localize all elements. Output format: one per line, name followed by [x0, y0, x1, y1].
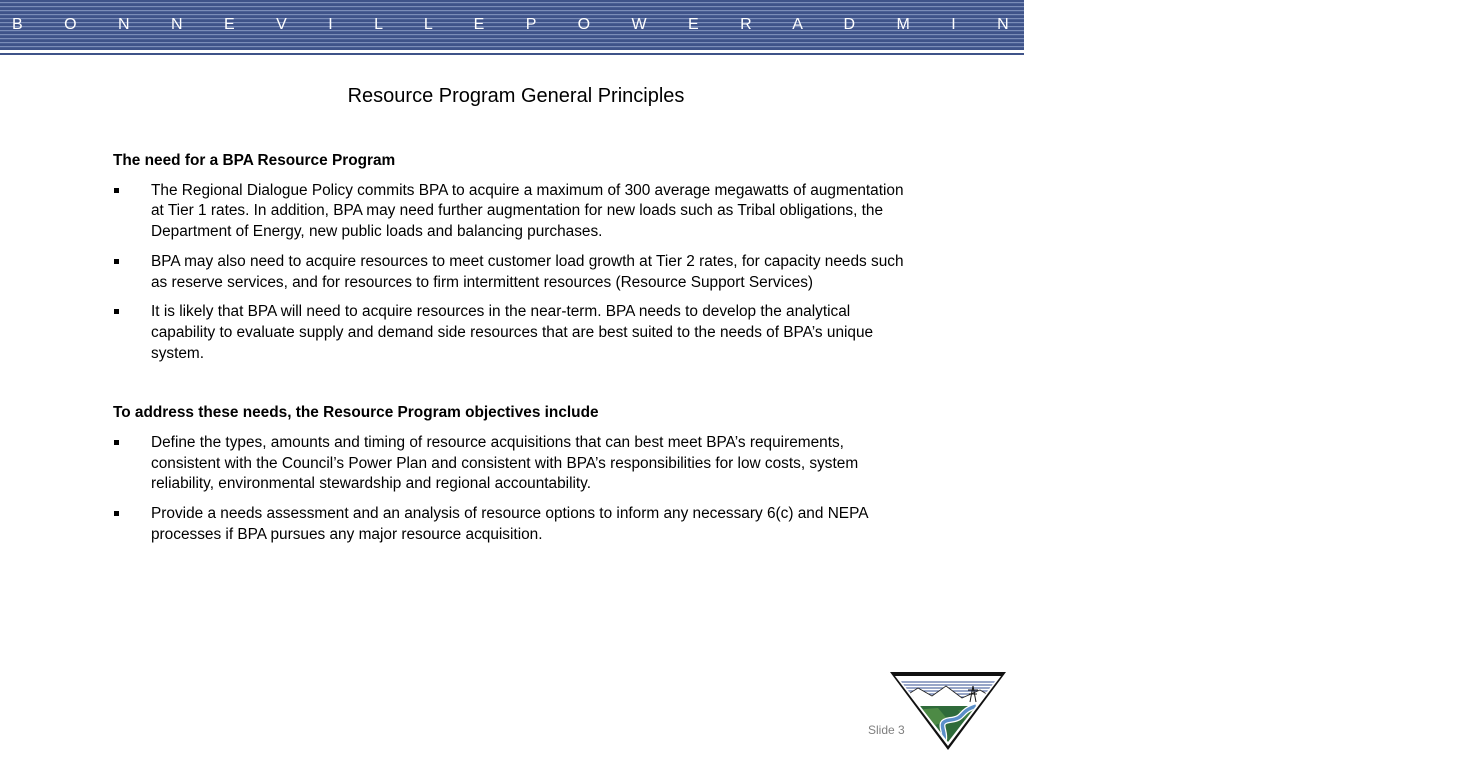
header-divider — [0, 53, 1024, 55]
section-objectives — [113, 403, 913, 545]
bullet-list — [113, 433, 913, 546]
header-band — [0, 0, 1483, 50]
bullet-text: BPA may also need to acquire resources to meet customer load growth at Tier 2 rates, for capacity needs such as reserve services, and for resources to firm intermittent resources (Resource Support Services) — [151, 252, 904, 291]
section-need — [113, 151, 913, 364]
list-item — [113, 252, 913, 293]
square-bullet-icon — [114, 309, 119, 314]
list-item — [113, 433, 913, 495]
bullet-text: Define the types, amounts and timing of resource acquisitions that can best meet BPA’s requirements, consistent with the Council’s Power Plan and consistent with BPA’s responsibilities for low costs, system reliability, environmental stewardship and regional accountability. — [151, 434, 859, 493]
square-bullet-icon — [114, 188, 119, 193]
bullet-text: It is likely that BPA will need to acquire resources in the near-term. BPA needs to develop the analytical capability to evaluate supply and demand side resources that are best suited to the needs of BPA’s unique system. — [151, 303, 874, 362]
bullet-list — [113, 181, 913, 365]
list-item — [113, 302, 913, 364]
org-title: B O N N E V I L L E P O W E R A D M I N I S T R A T I O N — [12, 16, 1483, 33]
bullet-text: Provide a needs assessment and an analysis of resource options to inform any necessary 6(c) and NEPA processes if BPA pursues any major resource acquisition. — [151, 505, 868, 543]
square-bullet-icon — [114, 440, 119, 445]
section-heading: The need for a BPA Resource Program — [113, 152, 396, 169]
bpa-triangle-logo-icon — [888, 668, 1008, 752]
square-bullet-icon — [114, 259, 119, 264]
slide-content — [113, 151, 913, 555]
page-title: Resource Program General Principles — [347, 85, 685, 107]
section-heading: To address these needs, the Resource Program objectives include — [113, 404, 599, 422]
square-bullet-icon — [114, 511, 119, 516]
list-item — [113, 181, 913, 243]
bullet-text: The Regional Dialogue Policy commits BPA to acquire a maximum of 300 average megawatts of augmentation at Tier 1 rates. In addition, BPA may need further augmentation for new loads such as Tribal obligations, the Department of Energy, new public loads and balancing purchases. — [151, 181, 904, 241]
list-item — [113, 504, 913, 545]
slide-number: Slide 3 — [868, 723, 905, 737]
section-spacer — [113, 373, 913, 403]
